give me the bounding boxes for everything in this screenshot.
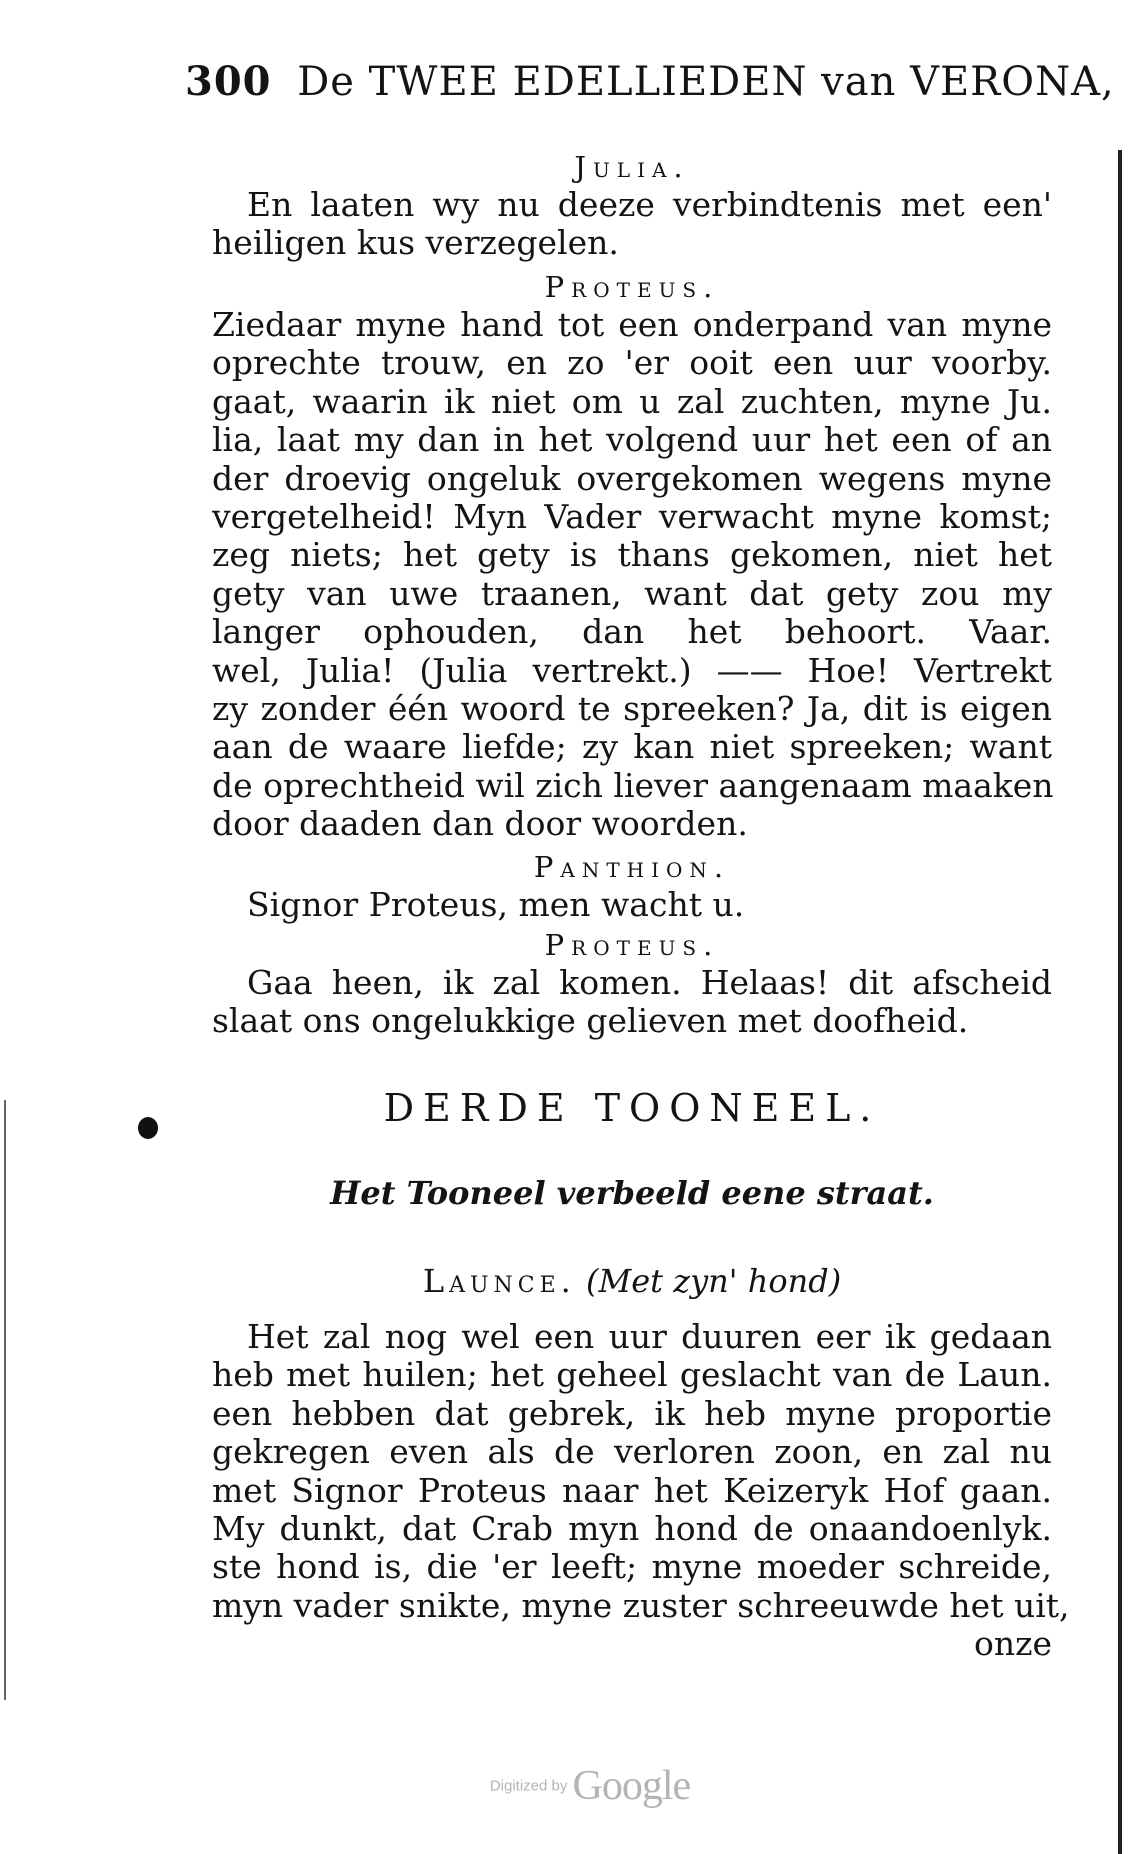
speaker-name: Proteus.	[544, 928, 720, 962]
text-line: heb met huilen; het geheel geslacht van de Laun.	[212, 1355, 1052, 1395]
text-line: gekregen even als de verloren zoon, en zal nu	[212, 1432, 1052, 1472]
scene-heading: DERDE TOONEEL.	[383, 1086, 881, 1130]
speaker-name: Launce.	[422, 1262, 576, 1300]
gutter-edge-line	[4, 1100, 6, 1700]
running-title: De TWEE EDELLIEDEN van VERONA,	[297, 59, 1115, 105]
text-line: door daaden dan door woorden.	[212, 804, 748, 844]
running-header	[185, 58, 1115, 105]
page-edge-line	[1118, 150, 1122, 1854]
text-line: Gaa heen, ik zal komen. Helaas! dit afscheid	[247, 963, 1052, 1002]
text-line: een hebben dat gebrek, ik heb myne proportie	[212, 1393, 1052, 1433]
speech-launce	[212, 1317, 1070, 1664]
digitization-watermark	[460, 1762, 720, 1810]
text-line: de oprechtheid wil zich liever aangenaam maaken	[212, 765, 1054, 805]
text-line: wel, Julia! (Julia vertrekt.) —— Hoe! Vertrekt	[212, 650, 1052, 690]
text-line: Signor Proteus, men wacht u.	[247, 885, 745, 924]
text-line: gety van uwe traanen, want dat gety zou my	[212, 573, 1052, 613]
text-line: My dunkt, dat Crab myn hond de onaandoenlyk.	[212, 1509, 1052, 1549]
ink-blot	[138, 1117, 158, 1139]
text-line: met Signor Proteus naar het Keizeryk Hof gaan.	[212, 1470, 1052, 1510]
text-line: Ziedaar myne hand tot een onderpand van myne	[212, 305, 1052, 344]
speech-proteus	[212, 268, 1052, 844]
text-line: slaat ons ongelukkige gelieven met doofheid.	[212, 1001, 969, 1041]
text-line: zy zonder één woord te spreeken? Ja, dit is eigen	[212, 689, 1052, 729]
speaker-name: Proteus.	[544, 270, 720, 304]
text-line: oprechte trouw, en zo 'er ooit een uur voorby.	[212, 343, 1052, 383]
text-line: lia, laat my dan in het volgend uur het een of an	[212, 420, 1052, 460]
stage-direction: (Met zyn' hond)	[585, 1262, 842, 1300]
text-line: der droevig ongeluk overgekomen wegens myne	[212, 458, 1052, 498]
speech-panthion	[212, 848, 1052, 924]
text-line: zeg niets; het gety is thans gekomen, niet het	[212, 535, 1052, 575]
scene-setting: Het Tooneel verbeeld eene straat.	[330, 1174, 934, 1212]
google-logo: Google	[572, 1763, 691, 1809]
text-line: Het zal nog wel een uur duuren eer ik gedaan	[247, 1317, 1052, 1356]
speech-julia	[212, 148, 1052, 263]
text-line: En laaten wy nu deeze verbindtenis met een'	[247, 185, 1052, 224]
text-line: myn vader snikte, myne zuster schreeuwde het uit,	[212, 1585, 1070, 1625]
page-number: 300	[185, 58, 272, 105]
watermark-prefix: Digitized by	[489, 1777, 568, 1795]
catchword: onze	[973, 1624, 1052, 1664]
text-line: ste hond is, die 'er leeft; myne moeder schreide,	[212, 1547, 1052, 1587]
text-line: aan de waare liefde; zy kan niet spreeken; want	[212, 727, 1052, 767]
speech-proteus	[212, 926, 1052, 1041]
text-line: langer ophouden, dan het behoort. Vaar.	[212, 612, 1052, 652]
text-line: gaat, waarin ik niet om u zal zuchten, myne Ju.	[212, 381, 1052, 421]
speaker-line-launce	[212, 1262, 1052, 1300]
speaker-name: Julia.	[574, 150, 690, 184]
text-line: heiligen kus verzegelen.	[212, 223, 619, 263]
text-line: vergetelheid! Myn Vader verwacht myne komst;	[212, 497, 1052, 537]
speaker-name: Panthion.	[533, 850, 731, 884]
